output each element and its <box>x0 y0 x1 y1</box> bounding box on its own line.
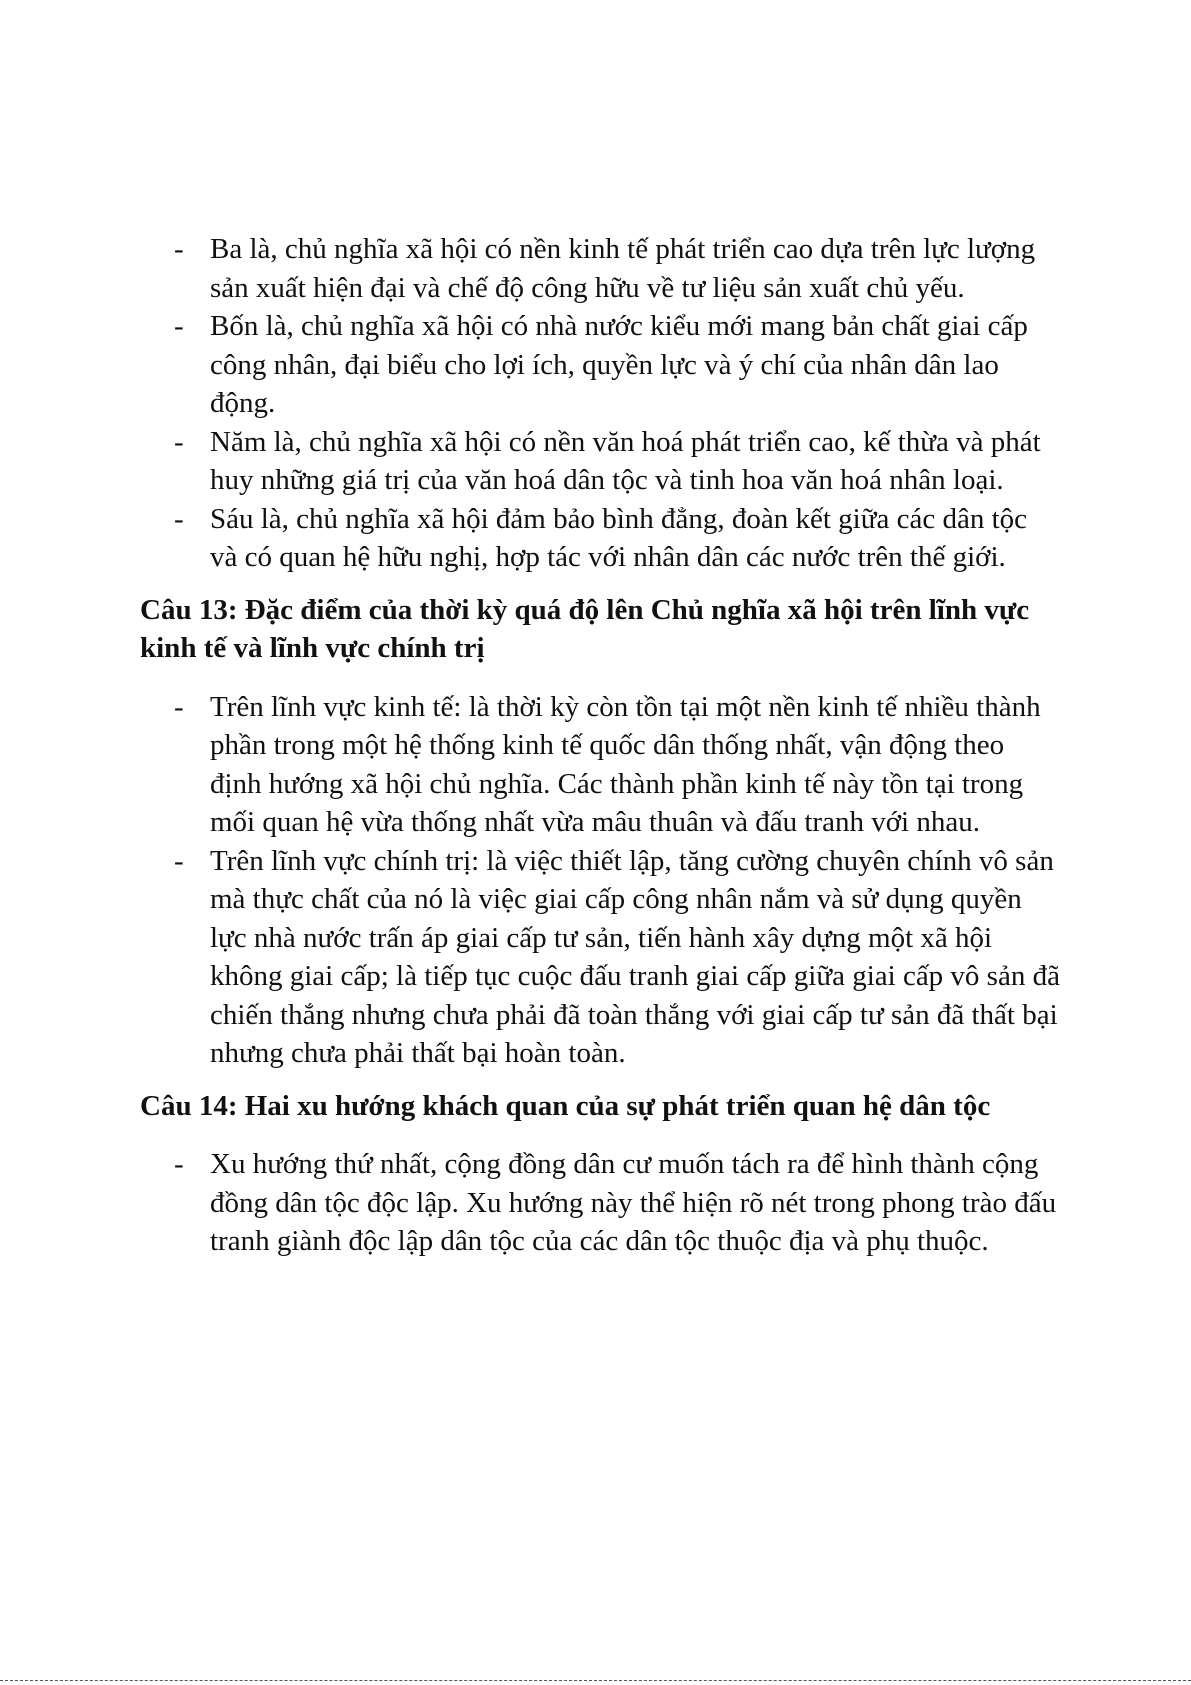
list-item-text: Trên lĩnh vực chính trị: là việc thiết lập, tăng cường chuyên chính vô sản mà thực chất của nó là việc giai cấp công nhân nắm và sử dụng quyền lực nhà nước trấn áp giai cấp tư sản, tiến hành xây dựng một xã hội không giai cấp; là tiếp tục cuộc đấu tranh giai cấp giữa giai cấp vô sản đã chiến thắng nhưng chưa phải đã toàn thắng với giai cấp tư sản đã thất bại nhưng chưa phải thất bại hoàn toàn. <box>210 844 1060 1069</box>
bullet-dash: - <box>174 310 184 342</box>
bullet-list <box>140 230 1060 577</box>
list-item-text: Năm là, chủ nghĩa xã hội có nền văn hoá phát triển cao, kế thừa và phát huy những giá trị của văn hoá dân tộc và tinh hoa văn hoá nhân loại. <box>210 425 1041 496</box>
bullet-list <box>140 1145 1060 1261</box>
bullet-list <box>140 688 1060 1073</box>
list-item <box>140 1145 1060 1261</box>
section-heading-cau-13: Câu 13: Đặc điểm của thời kỳ quá độ lên Chủ nghĩa xã hội trên lĩnh vực kinh tế và lĩnh vực chính trị <box>140 593 1030 664</box>
list-item-text: Trên lĩnh vực kinh tế: là thời kỳ còn tồn tại một nền kinh tế nhiều thành phần trong một hệ thống kinh tế quốc dân thống nhất, vận động theo định hướng xã hội chủ nghĩa. Các thành phần kinh tế này tồn tại trong mối quan hệ vừa thống nhất vừa mâu thuân và đấu tranh với nhau. <box>210 690 1041 838</box>
list-item-text: Sáu là, chủ nghĩa xã hội đảm bảo bình đẳng, đoàn kết giữa các dân tộc và có quan hệ hữu nghị, hợp tác với nhân dân các nước trên thế giới. <box>210 502 1027 573</box>
list-item-text: Bốn là, chủ nghĩa xã hội có nhà nước kiểu mới mang bản chất giai cấp công nhân, đại biểu cho lợi ích, quyền lực và ý chí của nhân dân lao động. <box>210 310 1028 419</box>
page-bottom-divider <box>0 1680 1191 1681</box>
bullet-dash: - <box>174 233 184 265</box>
bullet-dash: - <box>174 1148 184 1180</box>
list-item <box>140 842 1060 1073</box>
list-item <box>140 688 1060 842</box>
bullet-dash: - <box>174 425 184 458</box>
bullet-dash: - <box>174 844 184 877</box>
list-item-text: Xu hướng thứ nhất, cộng đồng dân cư muốn tách ra để hình thành cộng đồng dân tộc độc lập. Xu hướng này thể hiện rõ nét trong phong trào đấu tranh giành độc lập dân tộc của các dân tộc thuộc địa và phụ thuộc. <box>210 1148 1057 1257</box>
list-item <box>140 423 1060 500</box>
bullet-dash: - <box>174 502 184 535</box>
list-item <box>140 500 1060 577</box>
list-item <box>140 307 1060 423</box>
list-item-text: Ba là, chủ nghĩa xã hội có nền kinh tế phát triển cao dựa trên lực lượng sản xuất hiện đại và chế độ công hữu về tư liệu sản xuất chủ yếu. <box>210 233 1036 304</box>
bullet-dash: - <box>174 690 184 723</box>
list-item <box>140 230 1060 307</box>
page-content <box>140 230 1060 1261</box>
section-heading-cau-14: Câu 14: Hai xu hướng khách quan của sự phát triển quan hệ dân tộc <box>140 1089 991 1122</box>
